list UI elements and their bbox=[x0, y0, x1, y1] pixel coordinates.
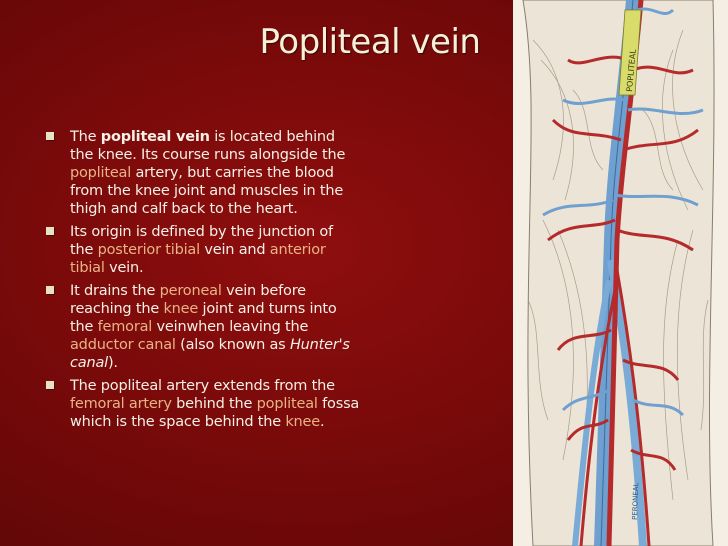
bullet-text-segment: Its origin is defined by the junction of the bbox=[70, 224, 333, 258]
highlighted-term: knee bbox=[163, 301, 199, 317]
bullet-text bbox=[70, 128, 360, 218]
bullet-marker-icon bbox=[46, 381, 54, 389]
highlighted-term: knee bbox=[285, 414, 320, 430]
bullet-text-segment: joint and turns into the bbox=[70, 301, 337, 335]
bullet-text-segment: vein and bbox=[199, 242, 270, 258]
bullet-text-segment: veinwhen leaving the bbox=[152, 319, 309, 335]
bullet-text-segment: . bbox=[320, 414, 325, 430]
bullet-text-segment: is located behind the knee. Its course runs alongside the bbox=[70, 129, 346, 163]
highlighted-term: peroneal bbox=[159, 283, 222, 299]
highlighted-term: femoral artery bbox=[70, 396, 172, 412]
highlighted-term: femoral bbox=[97, 319, 153, 335]
bullet-text-segment: behind the bbox=[171, 396, 257, 412]
bullet-text-segment: ). bbox=[107, 355, 118, 371]
bullet-text-segment: It drains the bbox=[70, 283, 160, 299]
highlighted-term: popliteal bbox=[256, 396, 318, 412]
bullet-text-segment: popliteal vein bbox=[100, 129, 210, 145]
highlighted-term: posterior tibial bbox=[97, 242, 200, 258]
bullet-item bbox=[40, 282, 360, 372]
popliteal-vein-illustration bbox=[513, 0, 728, 546]
highlighted-term: adductor canal bbox=[70, 337, 176, 353]
bullet-text-segment: artery, but carries the blood from the knee joint and muscles in the thigh and calf back to the heart. bbox=[70, 165, 344, 217]
bullet-text-segment: vein before reaching the bbox=[70, 283, 306, 317]
bullet-marker-icon bbox=[46, 227, 54, 235]
highlighted-term: anterior tibial bbox=[70, 242, 326, 276]
bullet-marker-icon bbox=[46, 132, 54, 140]
peroneal-label: PERONEAL bbox=[631, 482, 641, 521]
popliteal-label: POPLITEAL bbox=[625, 48, 638, 93]
bullet-text bbox=[70, 282, 360, 372]
bullet-marker-icon bbox=[46, 286, 54, 294]
anatomy-drawing bbox=[513, 0, 728, 546]
bullet-text-segment: (also known as bbox=[175, 337, 290, 353]
bullet-item bbox=[40, 128, 360, 218]
bullet-text-segment: vein. bbox=[104, 260, 144, 276]
bullet-item bbox=[40, 377, 360, 431]
slide-title: Popliteal vein bbox=[259, 22, 481, 62]
bullet-text-segment: Hunter's canal bbox=[70, 337, 350, 371]
bullet-text bbox=[70, 223, 360, 277]
bullet-text-segment: The popliteal artery extends from the bbox=[70, 378, 335, 394]
bullet-text-segment: fossa which is the space behind the bbox=[70, 396, 360, 430]
bullet-text bbox=[70, 377, 360, 431]
bullet-text-segment: The bbox=[70, 129, 101, 145]
bullet-item bbox=[40, 223, 360, 277]
highlighted-term: popliteal bbox=[70, 165, 132, 181]
bullet-list bbox=[40, 128, 360, 436]
